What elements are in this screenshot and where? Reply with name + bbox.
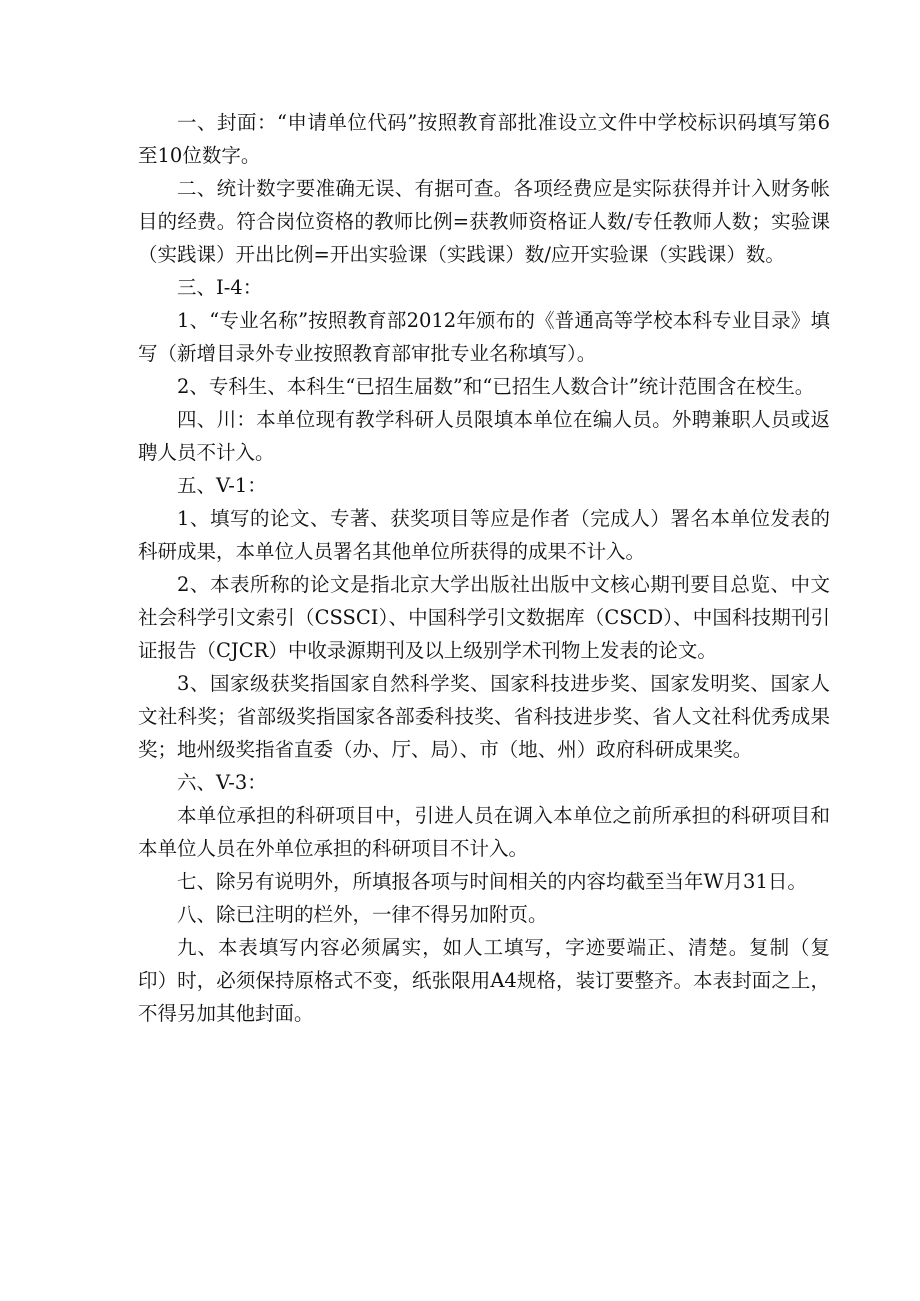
note-section-v1-heading: 五、V-1： — [177, 474, 267, 497]
note-i4-item-1: 1、“专业名称”按照教育部2012年颁布的《普通高等学校本科专业目录》填写（新增目录外专业按照教育部审批专业名称填写）。 — [138, 309, 830, 365]
note-v1-item-3: 3、国家级获奖指国家自然科学奖、国家科技进步奖、国家发明奖、国家人文社科奖；省部级奖指国家各部委科技奖、省科技进步奖、省人文社科优秀成果奖；地州级奖指省直委（办、厅、局）、市（地、州）政府科研成果奖。 — [138, 672, 830, 761]
note-section-v3-heading: 六、V-3： — [177, 771, 267, 794]
note-section-seven: 七、除另有说明外，所填报各项与时间相关的内容均截至当年W月31日。 — [177, 870, 807, 893]
note-i4-item-2: 2、专科生、本科生“已招生届数”和“已招生人数合计”统计范围含在校生。 — [177, 375, 815, 398]
note-v1-item-1: 1、填写的论文、专著、获奖项目等应是作者（完成人）署名本单位发表的科研成果，本单位人员署名其他单位所获得的成果不计入。 — [138, 507, 830, 563]
note-v3-body: 本单位承担的科研项目中，引进人员在调入本单位之前所承担的科研项目和本单位人员在外单位承担的科研项目不计入。 — [138, 804, 830, 860]
note-v1-item-2: 2、本表所称的论文是指北京大学出版社出版中文核心期刊要目总览、中文社会科学引文索引（CSSCI）、中国科学引文数据库（CSCD）、中国科技期刊引证报告（CJCR）中收录源期刊及以上级别学术刊物上发表的论文。 — [138, 573, 830, 662]
instructions-body — [138, 106, 830, 1030]
note-section-nine: 九、本表填写内容必须属实，如人工填写，字迹要端正、清楚。复制（复印）时，必须保持原格式不变，纸张限用A4规格，装订要整齐。本表封面之上，不得另加其他封面。 — [138, 936, 830, 1025]
note-section-eight: 八、除已注明的栏外，一律不得另加附页。 — [177, 903, 548, 926]
note-statistics: 二、统计数字要准确无误、有据可查。各项经费应是实际获得并计入财务帐目的经费。符合岗位资格的教师比例=获教师资格证人数/专任教师人数；实验课（实践课）开出比例=开出实验课（实践课）数/应开实验课（实践课）数。 — [138, 177, 830, 266]
note-section-iii: 四、川：本单位现有教学科研人员限填本单位在编人员。外聘兼职人员或返聘人员不计入。 — [138, 408, 830, 464]
note-cover: 一、封面：“申请单位代码”按照教育部批准设立文件中学校标识码填写第6至10位数字。 — [138, 111, 830, 167]
note-section-i4-heading: 三、I-4： — [177, 276, 263, 299]
